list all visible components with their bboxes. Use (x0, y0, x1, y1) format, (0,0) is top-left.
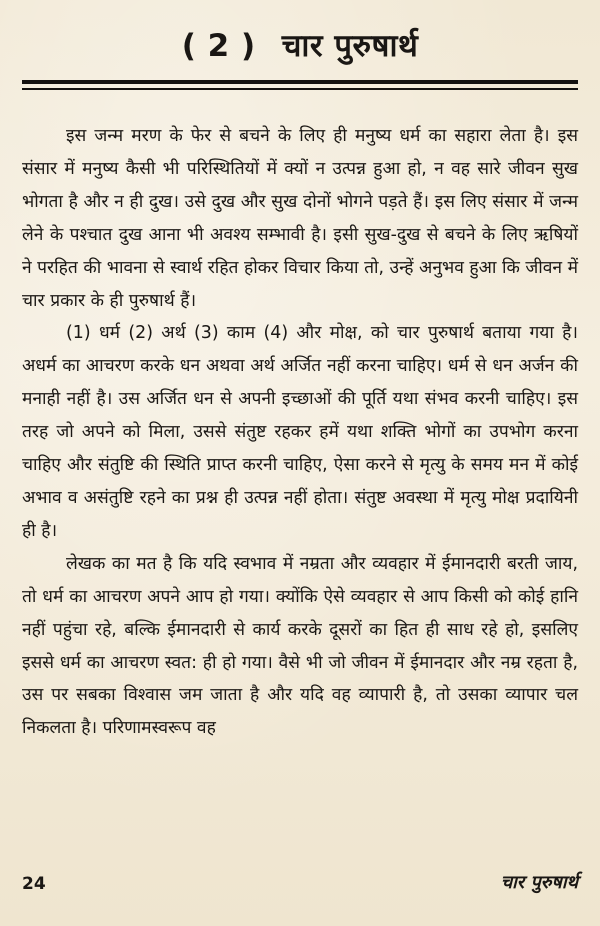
chapter-heading (22, 24, 578, 66)
chapter-header (22, 18, 578, 82)
heading-rule-thick (22, 80, 578, 84)
paragraph-1: इस जन्म मरण के फेर से बचने के लिए ही मनुष्य धर्म का सहारा लेता है। इस संसार में मनुष्य कैसी भी परिस्थितियों में क्यों न उत्पन्न हुआ हो, न वह सारे जीवन सुख भोगता है और न ही दुख। उसे दुख और सुख दोनों भोगने पड़ते हैं। इस लिए संसार में जन्म लेने के पश्चात दुख आना भी अवश्य सम्भावी है। इसी सुख-दुख से बचने के लिए ऋषियों ने परहित की भावना से स्वार्थ रहित होकर विचार किया तो, उन्हें अनुभव हुआ कि जीवन में चार प्रकार के ही पुरुषार्थ हैं। (22, 126, 578, 311)
chapter-title: चार पुरुषार्थ (281, 28, 419, 64)
heading-rule-thin (22, 88, 578, 90)
running-title: चार पुरुषार्थ (500, 872, 578, 893)
page-number: 24 (22, 874, 46, 894)
paragraph-2: (1) धर्म (2) अर्थ (3) काम (4) और मोक्ष, को चार पुरुषार्थ बताया गया है। अधर्म का आचरण करके धन अथवा अर्थ अर्जित नहीं करना चाहिए। धर्म से धन अर्जन की मनाही नहीं है। उस अर्जित धन से अपनी इच्छाओं की पूर्ति यथा संभव करनी चाहिए। इस तरह जो अपने को मिला, उससे संतुष्ट रहकर हमें यथा शक्ति भोगों का उपभोग करना चाहिए और संतुष्टि की स्थिति प्राप्त करनी चाहिए, ऐसा करने से मृत्यु के समय मन में कोई अभाव व असंतुष्टि रहने का प्रश्न ही उत्पन्न नहीं होता। संतुष्ट अवस्था में मृत्यु मोक्ष प्रदायिनी ही है। (22, 323, 578, 541)
chapter-body (22, 120, 578, 745)
page-footer (22, 866, 578, 906)
paragraph-3: लेखक का मत है कि यदि स्वभाव में नम्रता और व्यवहार में ईमानदारी बरती जाय, तो धर्म का आचरण अपने आप हो गया। क्योंकि ऐसे व्यवहार से आप किसी को कोई हानि नहीं पहुंचा रहे, बल्कि ईमानदारी से कार्य करके दूसरों का हित ही साध रहे हो, इसलिए इससे धर्म का आचरण स्वत: ही हो गया। वैसे भी जो जीवन में ईमानदार और नम्र रहता है, उस पर सबका विश्वास जम जाता है और यदि वह व्यापारी है, तो उसका व्यापार चल निकलता है। परिणामस्वरूप वह (22, 553, 578, 739)
chapter-number: ( 2 ) (181, 28, 256, 64)
